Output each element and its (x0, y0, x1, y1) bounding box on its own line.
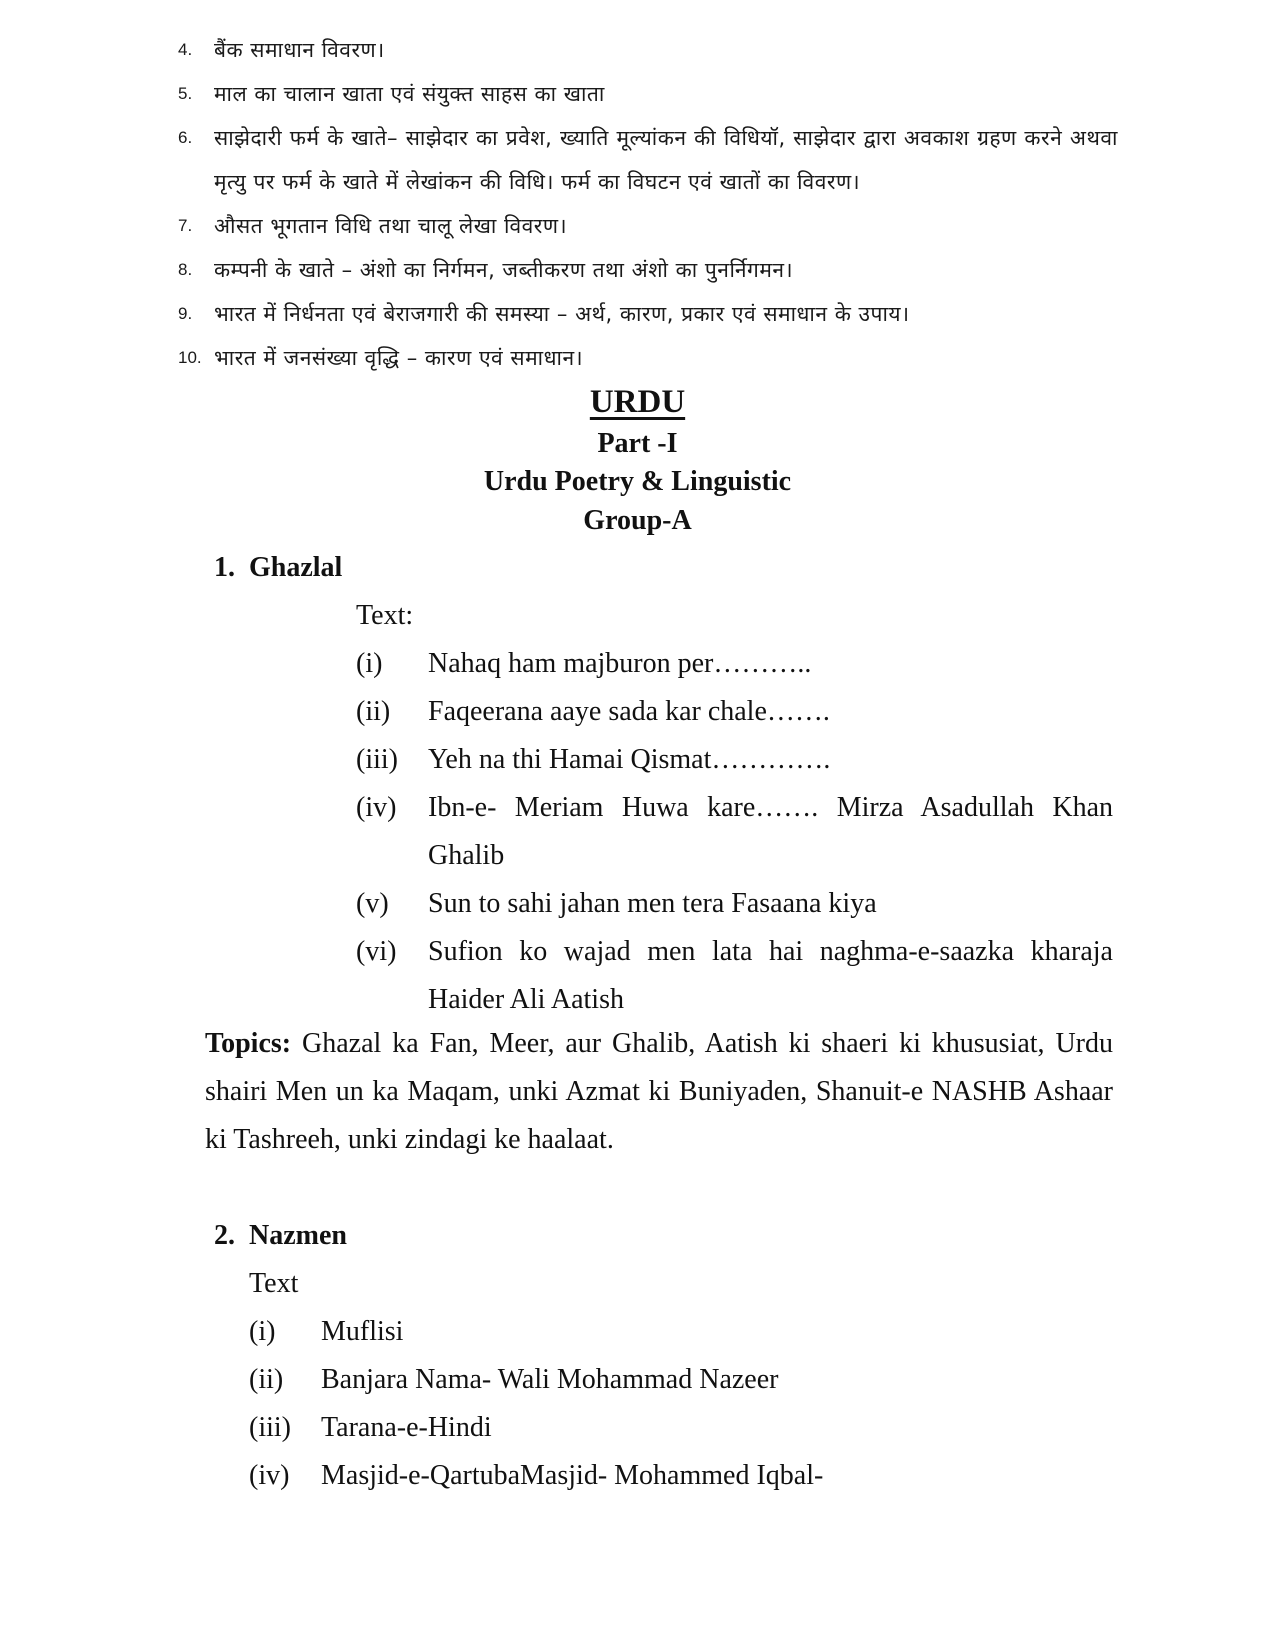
list-item-text: औसत भूगतान विधि तथा चालू लेखा विवरण। (214, 214, 568, 238)
list-item (178, 72, 1118, 116)
list-item-continuation: Haider Ali Aatish (428, 984, 624, 1015)
list-item-text: Ibn-e- Meriam Huwa kare……. Mirza Asadullah Khan (428, 792, 1113, 823)
list-item-text: Nahaq ham majburon per……….. (428, 648, 812, 679)
list-item-number: (iii) (356, 744, 398, 775)
text-label: Text: (356, 600, 414, 631)
list-item-text: Muflisi (321, 1316, 404, 1347)
text-label: Text (249, 1268, 299, 1299)
list-item-text: बैंक समाधान विवरण। (214, 38, 385, 62)
list-item (178, 28, 1118, 72)
list-item-text: Banjara Nama- Wali Mohammad Nazeer (321, 1364, 779, 1395)
list-item-text: कम्पनी के खाते – अंशो का निर्गमन, जब्तीकरण तथा अंशो का पुनर्निगमन। (214, 258, 794, 282)
list-item-number: 6. (178, 128, 193, 147)
nazmen-text-list (249, 1308, 1113, 1500)
hindi-syllabus-list (178, 28, 1118, 380)
list-item (249, 1452, 1113, 1500)
group-heading: Group-A (583, 505, 692, 536)
subject-heading (0, 380, 1275, 424)
section-title-text: Nazmen (249, 1220, 347, 1251)
list-item-number: (v) (356, 888, 389, 919)
part-heading: Part -I (597, 428, 678, 459)
list-item-number: 4. (178, 40, 193, 59)
list-item-text: भारत में निर्धनता एवं बेराजगारी की समस्या – अर्थ, कारण, प्रकार एवं समाधान के उपाय। (214, 302, 910, 326)
list-item-text: Yeh na thi Hamai Qismat…………. (428, 744, 831, 775)
list-item (178, 336, 1118, 380)
section-number: 1. (214, 552, 235, 583)
list-item-text: भारत में जनसंख्या वृद्धि – कारण एवं समाधान। (214, 346, 584, 370)
list-item-continuation: Ghalib (428, 840, 505, 871)
topics-label: Topics: (205, 1028, 292, 1059)
list-item (356, 640, 1113, 688)
subject-heading-text: URDU (589, 384, 686, 420)
list-item-number: (ii) (356, 696, 391, 727)
list-item-number: (iv) (249, 1460, 290, 1491)
list-item (178, 204, 1118, 248)
list-item-number: 7. (178, 216, 193, 235)
paper-title-heading: Urdu Poetry & Linguistic (483, 466, 792, 497)
list-item (178, 116, 1118, 204)
list-item-text: Masjid-e-QartubaMasjid- Mohammed Iqbal- (321, 1460, 824, 1491)
topics-paragraph (205, 1020, 1113, 1164)
list-item-number: (ii) (249, 1364, 284, 1395)
list-item-text: Sufion ko wajad men lata hai naghma-e-saazka kharaja (428, 936, 1113, 967)
section-title-ghazlal (214, 548, 342, 588)
list-item (249, 1356, 1113, 1404)
list-item-number: (i) (356, 648, 383, 679)
list-item (178, 248, 1118, 292)
list-item-text: माल का चालान खाता एवं संयुक्त साहस का खाता (214, 82, 605, 106)
list-item (178, 292, 1118, 336)
list-item (356, 736, 1113, 784)
ghazal-text-list (356, 640, 1113, 1024)
list-item (356, 928, 1113, 1024)
section-title-text: Ghazlal (249, 552, 343, 583)
list-item (249, 1308, 1113, 1356)
list-item-number: (iv) (356, 792, 397, 823)
list-item-number: 9. (178, 304, 193, 323)
list-item (356, 880, 1113, 928)
section-title-nazmen (214, 1216, 347, 1256)
section-number: 2. (214, 1220, 235, 1251)
topics-text: Ghazal ka Fan, Meer, aur Ghalib, Aatish ki shaeri ki khususiat, Urdu shairi Men un ka Maqam, unki Azmat ki Buniyaden, Shanuit-e NASHB Ashaar ki Tashreeh, unki zindagi ke haalaat. (205, 1028, 1114, 1155)
list-item (356, 784, 1113, 880)
list-item-number: 10. (178, 348, 202, 367)
list-item-number: (iii) (249, 1412, 291, 1443)
list-item-text: साझेदारी फर्म के खाते– साझेदार का प्रवेश, ख्याति मूल्यांकन की विधियॉ, साझेदार द्वारा अवकाश ग्रहण करने अथवा मृत्यु पर फर्म के खाते में लेखांकन की विधि। फर्म का विघटन एवं खातों का विवरण। (214, 126, 1118, 194)
list-item (249, 1404, 1113, 1452)
list-item-number: 5. (178, 84, 193, 103)
list-item-text: Tarana-e-Hindi (321, 1412, 492, 1443)
list-item-number: (i) (249, 1316, 276, 1347)
list-item-text: Faqeerana aaye sada kar chale……. (428, 696, 830, 727)
list-item-number: (vi) (356, 936, 397, 967)
list-item-text: Sun to sahi jahan men tera Fasaana kiya (428, 888, 877, 919)
list-item-number: 8. (178, 260, 193, 279)
list-item (356, 688, 1113, 736)
